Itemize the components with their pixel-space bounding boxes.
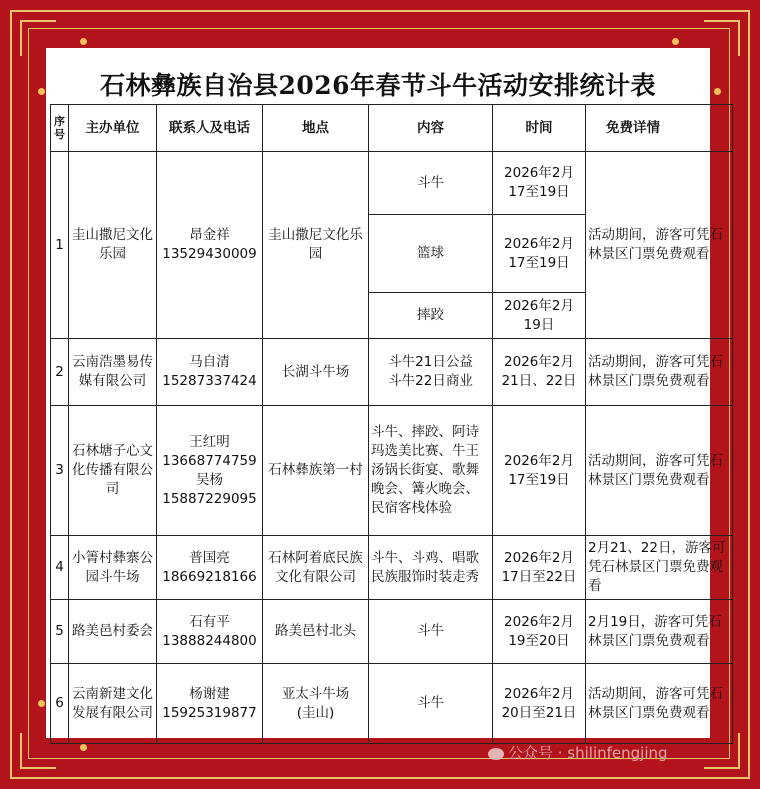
cell-content: 斗牛 (369, 600, 493, 664)
gold-dot (714, 88, 721, 95)
header-organizer: 主办单位 (69, 105, 157, 152)
cell-location: 亚太斗牛场 (圭山) (263, 664, 369, 744)
table-row (51, 406, 733, 536)
header-no: 序号 (51, 105, 69, 152)
cell-content: 斗牛、斗鸡、唱歌民族服饰时装走秀 (369, 536, 493, 600)
cell-organizer: 小箐村彝寨公园斗牛场 (69, 536, 157, 600)
cell-time: 2026年2月 20日至21日 (493, 664, 586, 744)
cell-organizer: 云南浩墨易传媒有限公司 (69, 339, 157, 406)
cell-organizer: 路美邑村委会 (69, 600, 157, 664)
wechat-icon (488, 748, 504, 760)
cell-time: 2026年2月 19至20日 (493, 600, 586, 664)
cell-time: 2026年2月 17至19日 (493, 215, 586, 293)
header-contact: 联系人及电话 (157, 105, 263, 152)
header-content: 内容 (369, 105, 493, 152)
cell-location: 长湖斗牛场 (263, 339, 369, 406)
cell-free: 2月19日，游客可凭石林景区门票免费观看 (586, 600, 733, 664)
cell-free: 活动期间，游客可凭石林景区门票免费观看 (586, 406, 733, 536)
cell-time: 2026年2月 17至19日 (493, 152, 586, 215)
cell-time: 2026年2月 21日、22日 (493, 339, 586, 406)
cell-contact: 昂金祥 13529430009 (157, 152, 263, 339)
cell-contact: 马自清 15287337424 (157, 339, 263, 406)
cell-organizer: 圭山撒尼文化乐园 (69, 152, 157, 339)
cell-free: 活动期间，游客可凭石林景区门票免费观看 (586, 339, 733, 406)
document-title: 石林彝族自治县2026年春节斗牛活动安排统计表 (99, 71, 657, 100)
table-row (51, 664, 733, 744)
cell-contact: 普国亮 18669218166 (157, 536, 263, 600)
cell-content: 篮球 (369, 215, 493, 293)
gold-dot (672, 38, 679, 45)
table-header-row (51, 105, 733, 152)
cell-free: 2月21、22日，游客可凭石林景区门票免费观看 (586, 536, 733, 600)
cell-contact: 石有平 13888244800 (157, 600, 263, 664)
cell-location: 石林彝族第一村 (263, 406, 369, 536)
cell-free: 活动期间，游客可凭石林景区门票免费观看 (586, 664, 733, 744)
cell-contact: 王红明 13668774759 吴杨 15887229095 (157, 406, 263, 536)
cell-content: 斗牛、摔跤、阿诗玛选美比赛、牛王汤锅长街宴、歌舞晚会、篝火晚会、民宿客栈体验 (369, 406, 493, 536)
table-row (51, 536, 733, 600)
cell-no: 4 (51, 536, 69, 600)
table-row (51, 152, 733, 215)
header-free: 免费详情 (586, 105, 733, 152)
cell-no: 1 (51, 152, 69, 339)
cell-content: 斗牛 (369, 664, 493, 744)
cell-organizer: 石林塘子心文化传播有限公司 (69, 406, 157, 536)
watermark-text: 公众号 · shilinfengjing (508, 744, 668, 762)
table-row (51, 600, 733, 664)
gold-dot (38, 88, 45, 95)
document-sheet (46, 48, 726, 738)
cell-location: 圭山撒尼文化乐园 (263, 152, 369, 339)
cell-time: 2026年2月 17至19日 (493, 406, 586, 536)
gold-dot (38, 700, 45, 707)
cell-organizer: 云南新建文化发展有限公司 (69, 664, 157, 744)
gold-dot (80, 744, 87, 751)
cell-no: 6 (51, 664, 69, 744)
cell-no: 5 (51, 600, 69, 664)
cell-content: 斗牛21日公益 斗牛22日商业 (369, 339, 493, 406)
cell-no: 3 (51, 406, 69, 536)
cell-no: 2 (51, 339, 69, 406)
cell-time: 2026年2月 17日至22日 (493, 536, 586, 600)
header-location: 地点 (263, 105, 369, 152)
gold-dot (80, 38, 87, 45)
cell-location: 石林阿着底民族文化有限公司 (263, 536, 369, 600)
cell-contact: 杨谢建 15925319877 (157, 664, 263, 744)
header-time: 时间 (493, 105, 586, 152)
cell-content: 摔跤 (369, 293, 493, 339)
cell-time: 2026年2月 19日 (493, 293, 586, 339)
wechat-watermark (488, 742, 668, 763)
schedule-table (50, 104, 733, 744)
cell-location: 路美邑村北头 (263, 600, 369, 664)
cell-free: 活动期间，游客可凭石林景区门票免费观看 (586, 152, 733, 339)
cell-content: 斗牛 (369, 152, 493, 215)
table-row (51, 339, 733, 406)
